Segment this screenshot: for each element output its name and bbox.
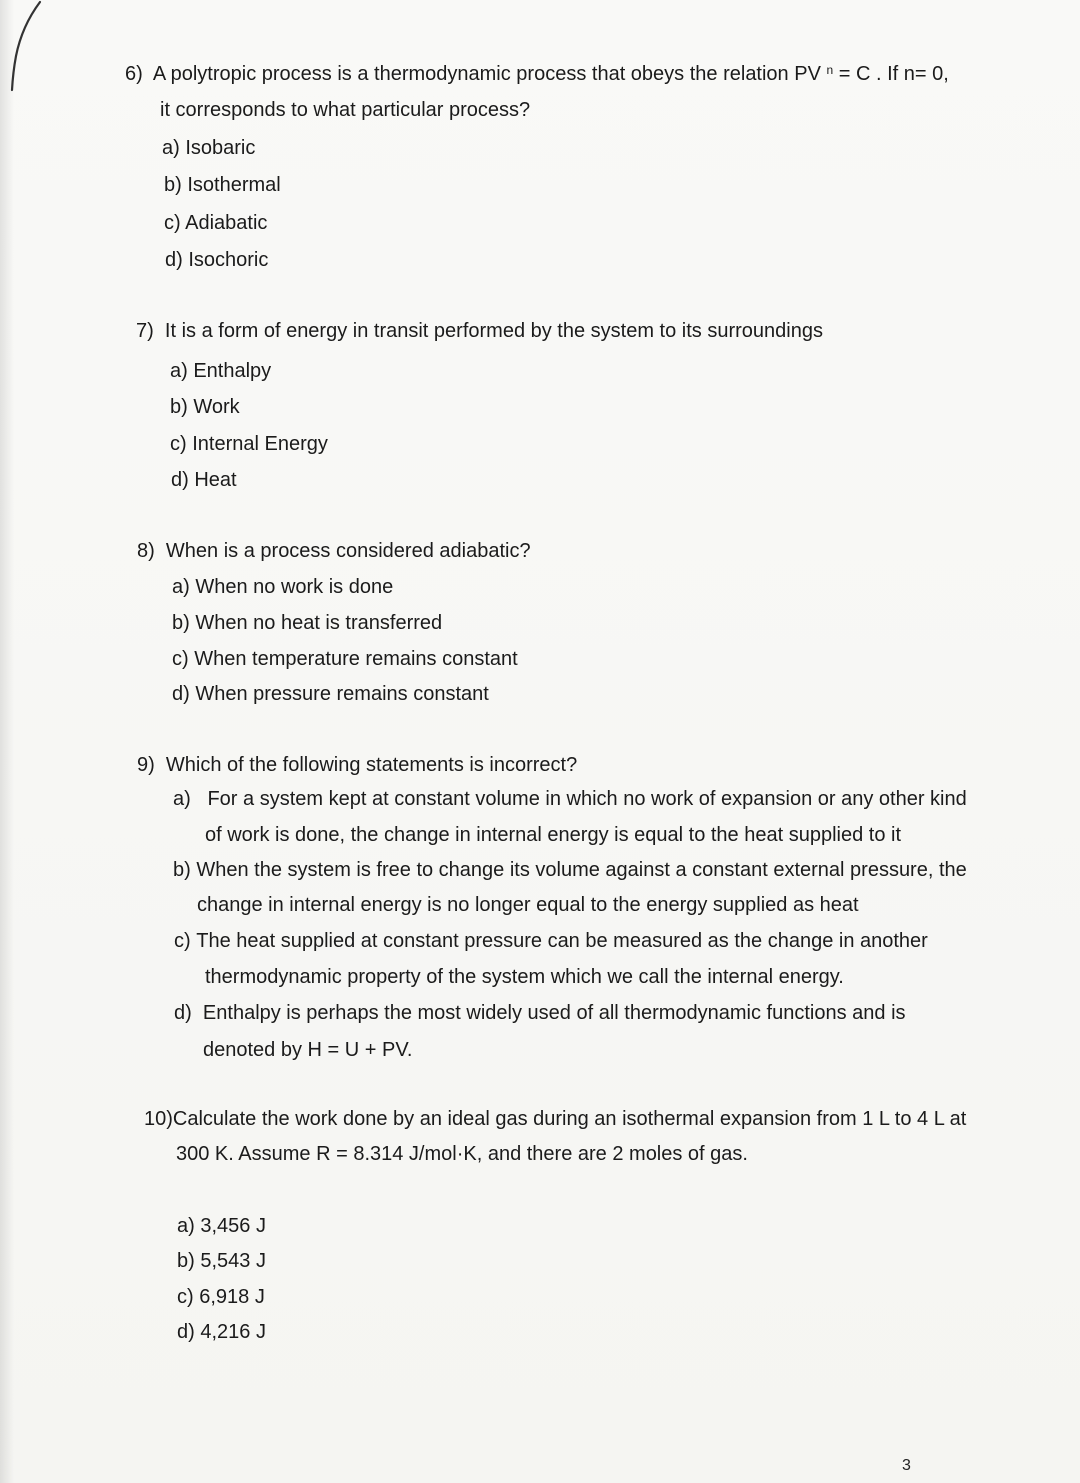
question-6-option-c: c) Adiabatic bbox=[164, 212, 268, 234]
question-10-stem-line-2: 300 K. Assume R = 8.314 J/mol·K, and there are 2 moles of gas. bbox=[176, 1143, 748, 1165]
question-9-option-b-line-2: change in internal energy is no longer equal to the energy supplied as heat bbox=[197, 894, 859, 916]
question-7-option-b: b) Work bbox=[170, 396, 240, 418]
question-6-stem-line-1 bbox=[125, 62, 949, 86]
question-7-option-c: c) Internal Energy bbox=[170, 433, 328, 455]
question-9-option-c-line-1 bbox=[174, 929, 928, 953]
question-6-option-b: b) Isothermal bbox=[164, 174, 281, 196]
question-6-option-a: a) Isobaric bbox=[162, 137, 256, 159]
question-9-stem-text: Which of the following statements is incorrect? bbox=[165, 754, 578, 776]
question-9-option-d-label: d) bbox=[174, 1002, 192, 1024]
question-10-option-a: a) 3,456 J bbox=[177, 1215, 266, 1237]
question-6-exponent: n bbox=[826, 63, 834, 77]
question-9-option-a-text: For a system kept at constant volume in which no work of expansion or any other kind bbox=[207, 788, 967, 810]
page-edge-shadow bbox=[0, 0, 14, 1483]
question-8-stem-text: When is a process considered adiabatic? bbox=[165, 540, 531, 562]
question-9-number: 9) bbox=[137, 754, 155, 776]
question-9-option-b-text: When the system is free to change its volume against a constant external pressure, the bbox=[196, 859, 967, 881]
question-7-stem-text: It is a form of energy in transit performed by the system to its surroundings bbox=[164, 320, 823, 342]
question-9-option-a-line-2: of work is done, the change in internal energy is equal to the heat supplied to it bbox=[205, 824, 902, 846]
question-8-option-a: a) When no work is done bbox=[172, 576, 394, 598]
pen-stroke-mark bbox=[0, 0, 60, 100]
question-9-stem-line-1 bbox=[137, 753, 577, 777]
question-6-stem-line-2: it corresponds to what particular process? bbox=[160, 99, 531, 121]
question-7-option-d: d) Heat bbox=[171, 469, 237, 491]
question-10-option-c: c) 6,918 J bbox=[177, 1286, 265, 1308]
question-7-stem-line-1 bbox=[136, 319, 823, 343]
question-8-number: 8) bbox=[137, 540, 155, 562]
question-9-option-d-text: Enthalpy is perhaps the most widely used of all thermodynamic functions and is bbox=[202, 1002, 906, 1024]
question-7-number: 7) bbox=[136, 320, 154, 342]
question-9-option-a-label: a) bbox=[173, 788, 191, 810]
question-10-number: 10) bbox=[144, 1108, 173, 1130]
question-9-option-d-line-1 bbox=[174, 1001, 906, 1025]
question-9-option-c-label: c) bbox=[174, 930, 191, 952]
question-6-stem-text-a: A polytropic process is a thermodynamic process that obeys the relation PV bbox=[152, 63, 821, 85]
question-8-option-b: b) When no heat is transferred bbox=[172, 612, 443, 634]
question-8-stem-line-1 bbox=[137, 539, 531, 563]
question-9-option-c-text: The heat supplied at constant pressure can be measured as the change in another bbox=[196, 930, 928, 952]
question-9-option-c-line-2: thermodynamic property of the system which we call the internal energy. bbox=[205, 966, 844, 988]
question-10-stem-text: Calculate the work done by an ideal gas during an isothermal expansion from 1 L to 4 L at bbox=[172, 1108, 967, 1130]
question-10-option-d: d) 4,216 J bbox=[177, 1321, 266, 1343]
question-6-number: 6) bbox=[125, 63, 143, 85]
question-6-option-d: d) Isochoric bbox=[165, 249, 269, 271]
page-number: 3 bbox=[902, 1457, 911, 1474]
question-8-option-c: c) When temperature remains constant bbox=[172, 648, 518, 670]
question-6-stem-text-b: = C . If n= 0, bbox=[838, 63, 949, 85]
question-9-option-b-label: b) bbox=[173, 859, 191, 881]
question-9-option-d-line-2: denoted by H = U + PV. bbox=[203, 1039, 413, 1061]
question-10-stem-line-1 bbox=[144, 1107, 966, 1131]
question-10-option-b: b) 5,543 J bbox=[177, 1250, 266, 1272]
question-7-option-a: a) Enthalpy bbox=[170, 360, 272, 382]
question-8-option-d: d) When pressure remains constant bbox=[172, 683, 489, 705]
question-9-option-b-line-1 bbox=[173, 858, 967, 882]
question-9-option-a-line-1 bbox=[173, 787, 967, 811]
